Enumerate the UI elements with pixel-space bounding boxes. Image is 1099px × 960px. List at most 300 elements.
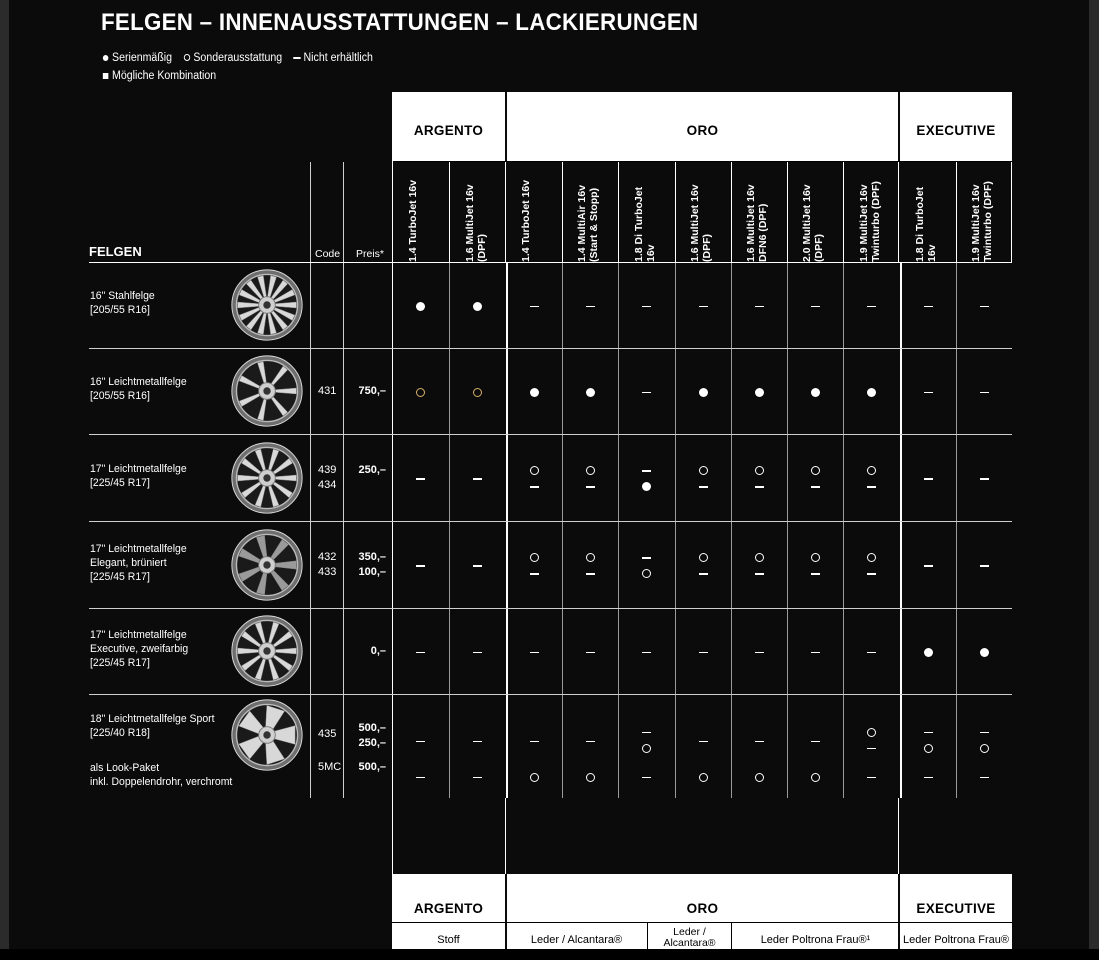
optional-ring-icon-glyph bbox=[586, 553, 595, 562]
optional-ring-icon-glyph bbox=[586, 773, 595, 782]
standard-dot-icon-glyph bbox=[473, 302, 482, 311]
not-available-dash-icon-glyph bbox=[811, 306, 820, 308]
not-available-dash-icon-glyph bbox=[530, 652, 539, 654]
not-available-dash-icon-glyph bbox=[416, 652, 425, 654]
not-available-dash-icon-glyph bbox=[924, 306, 933, 308]
not-available-dash-icon-glyph bbox=[980, 565, 989, 567]
not-available-dash-icon bbox=[974, 384, 994, 398]
rim-name-line: 17" Leichtmetallfelge bbox=[90, 542, 187, 555]
not-available-dash-icon-glyph bbox=[867, 573, 876, 575]
not-available-dash-icon-glyph bbox=[811, 486, 820, 488]
not-available-dash-icon bbox=[580, 566, 600, 580]
not-available-dash-icon bbox=[862, 769, 882, 783]
not-available-dash-icon bbox=[468, 558, 488, 572]
optional-ring-icon-glyph bbox=[867, 728, 876, 737]
standard-dot-icon bbox=[693, 384, 713, 398]
not-available-dash-icon-glyph bbox=[924, 777, 933, 779]
option-price-line: 250,– bbox=[358, 737, 386, 749]
optional-ring-icon-glyph bbox=[530, 773, 539, 782]
wheel-17-executive-icon bbox=[230, 614, 304, 688]
column-head-11 bbox=[970, 166, 1000, 262]
not-available-dash-icon bbox=[974, 558, 994, 572]
body-col-line bbox=[449, 262, 450, 798]
optional-ring-icon bbox=[918, 740, 938, 754]
option-price bbox=[348, 384, 386, 399]
optional-ring-icon-glyph bbox=[642, 569, 651, 578]
column-head-line1: 1.8 Di TurboJet bbox=[632, 186, 645, 262]
header-col-line bbox=[787, 162, 788, 262]
optional-ring-icon-glyph bbox=[811, 466, 820, 475]
price-col-line bbox=[343, 162, 344, 798]
rim-name-line: 17" Leichtmetallfelge bbox=[90, 462, 187, 475]
not-available-dash-icon bbox=[637, 298, 657, 312]
not-available-dash-icon bbox=[524, 298, 544, 312]
row-line bbox=[89, 262, 1012, 263]
not-available-dash-icon bbox=[805, 644, 825, 658]
group-executive: EXECUTIVE bbox=[916, 123, 996, 138]
option-price-line: 250,– bbox=[358, 463, 386, 476]
not-available-dash-icon bbox=[918, 298, 938, 312]
body-col-line bbox=[843, 262, 844, 798]
not-available-dash-icon bbox=[918, 558, 938, 572]
option-code bbox=[318, 727, 342, 742]
optional-ring-icon-glyph bbox=[924, 744, 933, 753]
header-col-line bbox=[731, 162, 732, 262]
square-icon bbox=[101, 70, 110, 82]
not-available-dash-icon-glyph bbox=[699, 652, 708, 654]
not-available-dash-icon bbox=[580, 298, 600, 312]
not-available-dash-icon-glyph bbox=[473, 565, 482, 567]
rim-name-line: Executive, zweifarbig bbox=[90, 643, 189, 655]
rim-name-line: Elegant, brüniert bbox=[90, 556, 167, 569]
standard-dot-icon-glyph bbox=[699, 388, 708, 397]
option-code bbox=[318, 550, 342, 580]
not-available-dash-icon-glyph bbox=[867, 486, 876, 488]
standard-dot-icon-glyph bbox=[980, 648, 989, 657]
column-head-line2: (DPF) bbox=[475, 234, 488, 262]
optional-ring-icon-glyph bbox=[755, 553, 764, 562]
optional-ring-icon-glyph bbox=[811, 553, 820, 562]
not-available-dash-icon bbox=[411, 733, 431, 747]
body-col-line bbox=[956, 262, 957, 798]
standard-dot-icon bbox=[524, 384, 544, 398]
interior-leder-alcantara: Leder / Alcantara® bbox=[530, 934, 623, 946]
not-available-dash-icon-glyph bbox=[755, 306, 764, 308]
not-available-dash-icon-glyph bbox=[586, 306, 595, 308]
group-line bbox=[898, 798, 899, 874]
not-available-dash-icon-glyph bbox=[755, 652, 764, 654]
not-available-dash-icon-glyph bbox=[530, 741, 539, 743]
rim-name-line: inkl. Doppelendrohr, verchromt bbox=[90, 776, 233, 788]
not-available-dash-icon bbox=[468, 733, 488, 747]
column-head-10 bbox=[914, 166, 944, 262]
option-code-line: 433 bbox=[318, 565, 337, 578]
not-available-dash-icon-glyph bbox=[416, 478, 425, 480]
header-group-line bbox=[505, 162, 506, 262]
not-available-dash-icon-glyph bbox=[699, 486, 708, 488]
not-available-dash-icon bbox=[693, 298, 713, 312]
column-head-line2: (DPF) bbox=[813, 234, 825, 262]
rim-name bbox=[90, 761, 232, 789]
not-available-dash-icon bbox=[862, 298, 882, 312]
not-available-dash-icon-glyph bbox=[867, 777, 876, 779]
body-col-line bbox=[787, 262, 788, 798]
not-available-dash-icon-glyph bbox=[642, 306, 651, 308]
not-available-dash-icon-glyph bbox=[699, 741, 708, 743]
rim-name-line: 16" Leichtmetallfelge bbox=[90, 376, 187, 388]
not-available-dash-icon bbox=[749, 733, 769, 747]
not-available-dash-icon-glyph bbox=[811, 652, 820, 654]
not-available-dash-icon bbox=[862, 566, 882, 580]
optional-ring-icon-glyph bbox=[755, 466, 764, 475]
option-code-line: 434 bbox=[318, 478, 337, 491]
rim-name-line: [225/45 R17] bbox=[90, 657, 150, 669]
not-available-dash-icon bbox=[862, 740, 882, 754]
not-available-dash-icon bbox=[637, 724, 657, 738]
column-head-7 bbox=[745, 166, 775, 262]
optional-ring-icon bbox=[580, 550, 600, 564]
optional-ring-icon-glyph bbox=[699, 466, 708, 475]
not-available-dash-icon bbox=[749, 566, 769, 580]
legend-row-1 bbox=[101, 52, 380, 64]
rim-name-line: [225/40 R18] bbox=[90, 727, 150, 739]
body-col-line bbox=[731, 262, 732, 798]
column-head-1 bbox=[407, 166, 437, 262]
body-col-line bbox=[562, 262, 563, 798]
not-available-dash-icon-glyph bbox=[530, 306, 539, 308]
wheel-17-alloy-icon bbox=[230, 441, 304, 515]
option-code bbox=[318, 760, 342, 775]
column-head-2 bbox=[464, 166, 494, 262]
optional-ring-icon-glyph bbox=[473, 388, 482, 397]
option-price-line: 100,– bbox=[358, 565, 386, 578]
header-col-line bbox=[449, 162, 450, 262]
not-available-dash-icon-glyph bbox=[924, 565, 933, 567]
rim-name bbox=[90, 628, 188, 670]
column-head-line2: Twinturbo (DPF) bbox=[982, 181, 994, 262]
not-available-dash-icon bbox=[637, 550, 657, 564]
standard-dot-icon bbox=[749, 384, 769, 398]
optional-ring-icon bbox=[580, 769, 600, 783]
optional-ring-icon bbox=[524, 769, 544, 783]
option-price bbox=[348, 760, 386, 775]
rim-name bbox=[90, 462, 187, 490]
not-available-dash-icon bbox=[524, 644, 544, 658]
optional-ring-icon bbox=[468, 384, 488, 398]
option-code bbox=[318, 463, 342, 493]
column-head-line1: 1.6 MultiJet 16v bbox=[689, 184, 701, 262]
not-available-dash-icon bbox=[918, 769, 938, 783]
wheel-18-sport-icon bbox=[230, 698, 304, 772]
option-code-line: 439 bbox=[318, 463, 337, 476]
option-price-line: 500,– bbox=[358, 722, 386, 734]
not-available-dash-icon bbox=[862, 479, 882, 493]
optional-ring-icon bbox=[524, 550, 544, 564]
not-available-dash-icon bbox=[918, 384, 938, 398]
optional-ring-icon bbox=[749, 463, 769, 477]
legend-combination: Mögliche Kombination bbox=[101, 70, 216, 82]
not-available-dash-icon bbox=[693, 644, 713, 658]
bottom-group-executive: EXECUTIVE bbox=[916, 901, 996, 916]
not-available-dash-icon-glyph bbox=[642, 470, 651, 472]
standard-dot-icon-glyph bbox=[416, 302, 425, 311]
not-available-dash-icon-glyph bbox=[811, 573, 820, 575]
not-available-dash-icon-glyph bbox=[699, 573, 708, 575]
not-available-dash-icon bbox=[468, 769, 488, 783]
header-col-line bbox=[956, 162, 957, 262]
not-available-dash-icon bbox=[749, 479, 769, 493]
optional-ring-icon bbox=[862, 463, 882, 477]
header-col-line bbox=[843, 162, 844, 262]
not-available-dash-icon-glyph bbox=[642, 557, 651, 559]
optional-ring-icon-glyph bbox=[980, 744, 989, 753]
optional-ring-icon bbox=[749, 769, 769, 783]
column-head-line1: 2.0 MultiJet 16v bbox=[801, 184, 813, 262]
not-available-dash-icon bbox=[411, 644, 431, 658]
body-col-line bbox=[618, 262, 619, 798]
option-price bbox=[348, 463, 386, 478]
not-available-dash-icon-glyph bbox=[980, 392, 989, 394]
not-available-dash-icon-glyph bbox=[924, 392, 933, 394]
not-available-dash-icon bbox=[918, 724, 938, 738]
not-available-dash-icon-glyph bbox=[755, 486, 764, 488]
not-available-dash-icon bbox=[862, 644, 882, 658]
column-head-line1: 1.4 TurboJet 16v bbox=[520, 179, 532, 262]
group-line bbox=[505, 798, 506, 874]
header-col-line bbox=[562, 162, 563, 262]
not-available-dash-icon bbox=[468, 644, 488, 658]
optional-ring-icon-glyph bbox=[586, 466, 595, 475]
not-available-dash-icon-glyph bbox=[530, 573, 539, 575]
standard-dot-icon-glyph bbox=[811, 388, 820, 397]
column-head-line1: 1.4 TurboJet 16v bbox=[406, 179, 419, 262]
not-available-dash-icon bbox=[918, 471, 938, 485]
legend-not-available: Nicht erhältlich bbox=[293, 52, 373, 64]
body-col-line bbox=[675, 262, 676, 798]
optional-ring-icon bbox=[805, 463, 825, 477]
dash-icon bbox=[293, 52, 302, 64]
option-code bbox=[318, 384, 342, 399]
body-col-line bbox=[900, 262, 902, 798]
not-available-dash-icon bbox=[974, 471, 994, 485]
header-col-line bbox=[506, 162, 507, 262]
header-left-line bbox=[392, 162, 393, 262]
not-available-dash-icon-glyph bbox=[980, 306, 989, 308]
not-available-dash-icon bbox=[693, 566, 713, 580]
standard-dot-icon bbox=[580, 384, 600, 398]
not-available-dash-icon bbox=[468, 471, 488, 485]
header-right-line bbox=[1011, 162, 1012, 262]
not-available-dash-icon-glyph bbox=[416, 741, 425, 743]
standard-dot-icon bbox=[862, 384, 882, 398]
header-col-line bbox=[900, 162, 901, 262]
option-price-line: 500,– bbox=[358, 761, 386, 773]
optional-ring-icon bbox=[974, 740, 994, 754]
optional-ring-icon bbox=[637, 740, 657, 754]
optional-ring-icon-glyph bbox=[867, 553, 876, 562]
optional-ring-icon bbox=[749, 550, 769, 564]
not-available-dash-icon bbox=[693, 479, 713, 493]
wheel-16-alloy-icon bbox=[230, 354, 304, 428]
optional-ring-icon-glyph bbox=[867, 466, 876, 475]
option-price-line: 350,– bbox=[358, 550, 386, 563]
not-available-dash-icon bbox=[805, 479, 825, 493]
rim-name-line: 18" Leichtmetallfelge Sport bbox=[90, 713, 215, 725]
column-head-9 bbox=[858, 166, 888, 262]
standard-dot-icon bbox=[918, 644, 938, 658]
not-available-dash-icon bbox=[411, 471, 431, 485]
option-code-line: 431 bbox=[318, 384, 337, 397]
rim-name bbox=[90, 289, 155, 317]
not-available-dash-icon-glyph bbox=[642, 652, 651, 654]
option-code-line: 5MC bbox=[318, 761, 342, 773]
rim-name bbox=[90, 375, 187, 403]
legend-row-2 bbox=[101, 70, 224, 82]
optional-ring-icon bbox=[805, 550, 825, 564]
not-available-dash-icon-glyph bbox=[867, 748, 876, 750]
not-available-dash-icon bbox=[411, 769, 431, 783]
not-available-dash-icon-glyph bbox=[755, 573, 764, 575]
bottom-group-argento: ARGENTO bbox=[413, 901, 484, 916]
not-available-dash-icon-glyph bbox=[980, 732, 989, 734]
not-available-dash-icon-glyph bbox=[586, 486, 595, 488]
not-available-dash-icon bbox=[805, 733, 825, 747]
not-available-dash-icon-glyph bbox=[642, 777, 651, 779]
page-edge-left bbox=[0, 0, 9, 949]
not-available-dash-icon-glyph bbox=[586, 573, 595, 575]
rim-name bbox=[90, 712, 215, 740]
not-available-dash-icon-glyph bbox=[924, 732, 933, 734]
not-available-dash-icon-glyph bbox=[473, 741, 482, 743]
option-price-line: 0,– bbox=[370, 644, 386, 657]
standard-dot-icon-glyph bbox=[586, 388, 595, 397]
column-head-line1: 1.6 MultiJet 16v bbox=[745, 184, 757, 262]
column-head-line2: 16v bbox=[644, 244, 657, 262]
not-available-dash-icon bbox=[974, 724, 994, 738]
standard-dot-icon-glyph bbox=[924, 648, 933, 657]
option-code-line: 435 bbox=[318, 728, 337, 740]
group-argento: ARGENTO bbox=[413, 123, 484, 138]
standard-dot-icon-glyph bbox=[642, 482, 651, 491]
column-head-line1: 1.9 MultiJet 16v bbox=[857, 184, 870, 262]
not-available-dash-icon-glyph bbox=[642, 732, 651, 734]
not-available-dash-icon-glyph bbox=[642, 392, 651, 394]
interior-leder-poltrona-frau: Leder Poltrona Frau®¹ bbox=[760, 934, 871, 946]
row-line bbox=[89, 348, 1012, 349]
column-head-line2: 16v bbox=[926, 244, 938, 262]
optional-ring-icon bbox=[637, 566, 657, 580]
optional-ring-icon bbox=[805, 769, 825, 783]
not-available-dash-icon-glyph bbox=[980, 478, 989, 480]
interior-leder-alcantara-sportivo: Leder / Alcantara® Sportivo bbox=[663, 926, 716, 960]
header-group-line bbox=[898, 162, 899, 262]
not-available-dash-icon-glyph bbox=[867, 652, 876, 654]
rim-name-line: [205/55 R16] bbox=[90, 390, 150, 402]
price-heading: Preis* bbox=[356, 248, 385, 260]
not-available-dash-icon bbox=[974, 298, 994, 312]
optional-ring-icon bbox=[693, 769, 713, 783]
not-available-dash-icon-glyph bbox=[473, 652, 482, 654]
column-head-line2: DFN6 (DPF) bbox=[757, 203, 769, 262]
row-line bbox=[89, 694, 1012, 695]
optional-ring-icon bbox=[524, 463, 544, 477]
row-line bbox=[89, 434, 1012, 435]
not-available-dash-icon bbox=[693, 733, 713, 747]
code-col-line bbox=[310, 162, 311, 798]
option-price-line: 750,– bbox=[358, 384, 386, 397]
not-available-dash-icon bbox=[637, 769, 657, 783]
column-head-5 bbox=[633, 166, 663, 262]
dot-icon bbox=[101, 52, 110, 64]
not-available-dash-icon bbox=[805, 298, 825, 312]
group-line bbox=[392, 798, 393, 874]
not-available-dash-icon-glyph bbox=[867, 306, 876, 308]
optional-ring-icon-glyph bbox=[699, 773, 708, 782]
optional-ring-icon bbox=[580, 463, 600, 477]
legend-standard: Serienmäßig bbox=[101, 52, 172, 64]
optional-ring-icon bbox=[693, 463, 713, 477]
not-available-dash-icon-glyph bbox=[416, 565, 425, 567]
not-available-dash-icon bbox=[580, 479, 600, 493]
row-line bbox=[89, 521, 1012, 522]
not-available-dash-icon bbox=[805, 566, 825, 580]
column-head-line2: (DPF) bbox=[701, 234, 713, 262]
not-available-dash-icon bbox=[524, 566, 544, 580]
not-available-dash-icon bbox=[580, 733, 600, 747]
standard-dot-icon bbox=[411, 298, 431, 312]
not-available-dash-icon bbox=[411, 558, 431, 572]
legend-optional: Sonderausstattung bbox=[182, 52, 282, 64]
header-col-line bbox=[618, 162, 619, 262]
page-title: FELGEN – INNENAUSSTATTUNGEN – LACKIERUNGEN bbox=[101, 9, 699, 36]
standard-dot-icon-glyph bbox=[867, 388, 876, 397]
column-head-4 bbox=[576, 166, 606, 262]
bottom-header-divider bbox=[392, 922, 1012, 923]
not-available-dash-icon-glyph bbox=[811, 741, 820, 743]
ring-icon bbox=[182, 52, 191, 64]
optional-ring-icon-glyph bbox=[699, 553, 708, 562]
not-available-dash-icon-glyph bbox=[586, 652, 595, 654]
not-available-dash-icon bbox=[749, 298, 769, 312]
not-available-dash-icon bbox=[974, 769, 994, 783]
rim-name-line: als Look-Paket bbox=[90, 762, 160, 774]
option-price bbox=[348, 644, 386, 659]
not-available-dash-icon-glyph bbox=[699, 306, 708, 308]
column-head-line2: Twinturbo (DPF) bbox=[869, 181, 882, 262]
code-heading: Code bbox=[315, 248, 341, 260]
not-available-dash-icon-glyph bbox=[586, 741, 595, 743]
page-edge-right bbox=[1089, 0, 1099, 949]
group-oro: ORO bbox=[686, 123, 719, 138]
wheel-17-elegant-icon bbox=[230, 528, 304, 602]
wheel-steel-icon bbox=[230, 268, 304, 342]
optional-ring-icon-glyph bbox=[642, 744, 651, 753]
rim-name-line: 17" Leichtmetallfelge bbox=[90, 629, 187, 641]
option-price bbox=[348, 721, 386, 751]
optional-ring-icon bbox=[693, 550, 713, 564]
row-line bbox=[89, 608, 1012, 609]
not-available-dash-icon-glyph bbox=[755, 741, 764, 743]
optional-ring-icon-glyph bbox=[530, 553, 539, 562]
optional-ring-icon bbox=[862, 724, 882, 738]
optional-ring-icon-glyph bbox=[530, 466, 539, 475]
not-available-dash-icon bbox=[524, 733, 544, 747]
column-head-line1: 1.9 MultiJet 16v bbox=[970, 184, 982, 262]
standard-dot-icon bbox=[805, 384, 825, 398]
header-col-line bbox=[675, 162, 676, 262]
not-available-dash-icon bbox=[637, 384, 657, 398]
optional-ring-icon bbox=[411, 384, 431, 398]
